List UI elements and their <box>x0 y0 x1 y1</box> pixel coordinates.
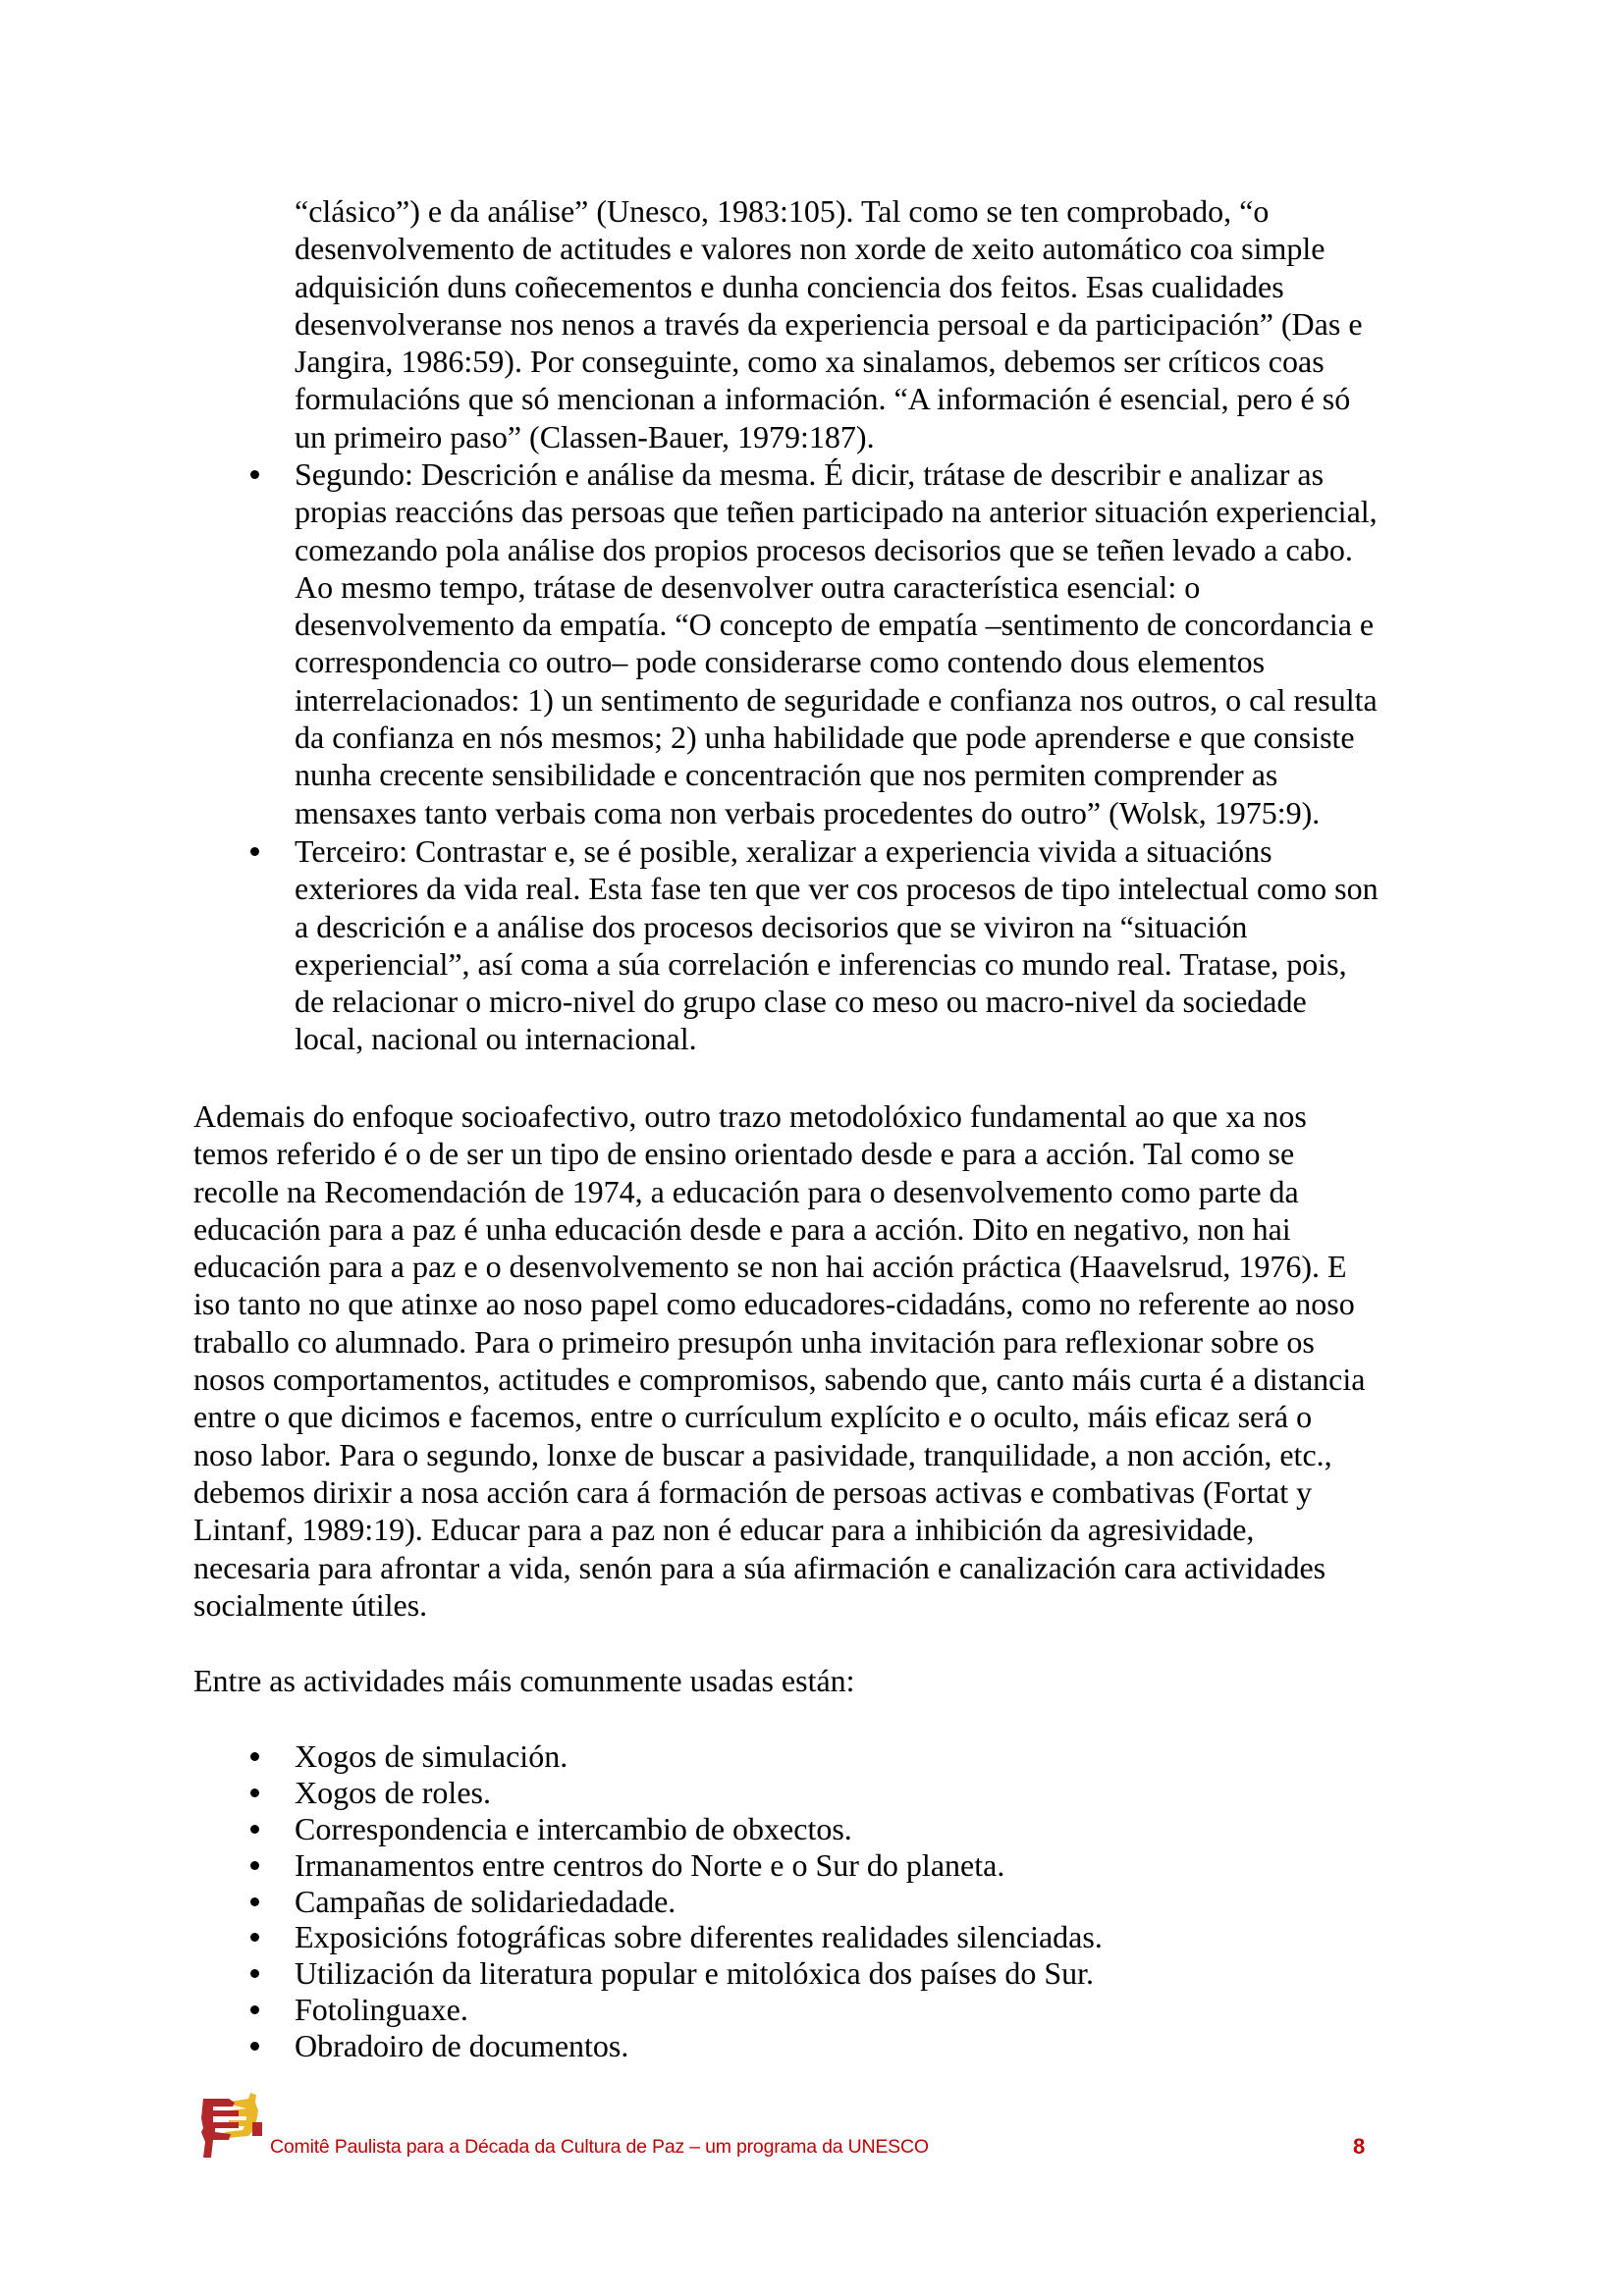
bullet-icon <box>248 1884 262 1920</box>
text-line: desenvolvemento de actitudes e valores non xorde de xeito automático coa simple <box>295 231 1325 267</box>
bullet-icon <box>248 1955 262 1992</box>
bullet-icon <box>248 1811 262 1847</box>
text-line: socialmente útiles. <box>193 1586 428 1623</box>
activity-list-item <box>295 1884 1103 1920</box>
activity-label: Exposicións fotográficas sobre diferentes realidades silenciadas. <box>295 1919 1103 1955</box>
activity-list-item <box>295 2028 1103 2064</box>
interlocking-hands-logo-icon <box>199 2093 264 2158</box>
activities-list <box>295 1738 1103 2064</box>
text-line: educación para a paz e o desenvolvemento se non hai acción práctica (Haavelsrud, 1976). E <box>193 1249 1347 1285</box>
text-line: Jangira, 1986:59). Por conseguinte, como xa sinalamos, debemos ser críticos coas <box>295 344 1325 380</box>
activity-label: Irmanamentos entre centros do Norte e o Sur do planeta. <box>295 1846 1005 1883</box>
text-line: Entre as actividades máis comunmente usadas están: <box>193 1663 855 1698</box>
text-line: nunha crecente sensibilidade e concentración que nos permiten comprender as <box>295 757 1278 793</box>
text-line: local, nacional ou internacional. <box>295 1021 697 1057</box>
text-line: traballo co alumnado. Para o primeiro presupón unha invitación para reflexionar sobre os <box>193 1323 1315 1360</box>
bullet-icon <box>248 1919 262 1955</box>
bullet-icon <box>248 1847 262 1884</box>
text-line: Lintanf, 1989:19). Educar para a paz non é educar para a inhibición da agresividade, <box>193 1512 1255 1548</box>
text-line: entre o que dicimos e facemos, entre o currículum explícito e o oculto, máis eficaz será o <box>193 1399 1313 1435</box>
continuation-block <box>295 192 1363 455</box>
activity-list-item <box>295 1738 1103 1775</box>
activity-label: Fotolinguaxe. <box>295 1992 468 2028</box>
bullet-icon <box>248 2028 262 2064</box>
text-line: Ao mesmo tempo, trátase de desenvolver outra característica esencial: o <box>295 568 1201 605</box>
text-line: Ademais do enfoque socioafectivo, outro trazo metodolóxico fundamental ao que xa nos <box>193 1098 1307 1134</box>
text-line: formulacións que só mencionan a información. “A información é esencial, pero é só <box>295 381 1351 417</box>
activity-list-item <box>295 1811 1103 1847</box>
activity-label: Xogos de roles. <box>295 1774 491 1810</box>
activity-list-item <box>295 1775 1103 1811</box>
text-line: propias reaccións das persoas que teñen participado na anterior situación experiencial, <box>295 494 1378 530</box>
text-line: desenvolveranse nos nenos a través da experiencia persoal e da participación” (Das e <box>295 305 1363 342</box>
text-line: comezando pola análise dos propios procesos decisorios que se teñen levado a cabo. <box>295 531 1353 567</box>
activity-label: Correspondencia e intercambio de obxectos. <box>295 1810 852 1846</box>
text-line: a descrición e a análise dos procesos decisorios que se viviron na “situación <box>295 908 1248 944</box>
activity-label: Obradoiro de documentos. <box>295 2028 629 2064</box>
text-line: iso tanto no que atinxe ao noso papel como educadores-cidadáns, como no referente ao noso <box>193 1286 1355 1322</box>
bullet-icon <box>248 455 262 493</box>
activity-label: Xogos de simulación. <box>295 1738 568 1774</box>
bullet-icon <box>248 1775 262 1811</box>
text-line: exteriores da vida real. Esta fase ten que ver cos procesos de tipo intelectual como son <box>295 871 1379 907</box>
activity-list-item <box>295 1847 1103 1884</box>
text-line: desenvolvemento da empatía. “O concepto de empatía –sentimento de concordancia e <box>295 607 1375 643</box>
text-line: recolle na Recomendación de 1974, a educación para o desenvolvemento como parte da <box>193 1173 1299 1209</box>
text-line: da confianza en nós mesmos; 2) unha habilidade que pode aprenderse e que consiste <box>295 720 1355 756</box>
bullet-icon <box>248 1738 262 1775</box>
paragraph-action-oriented <box>193 1097 1365 1624</box>
activity-list-item <box>295 1992 1103 2028</box>
text-line: educación para a paz é unha educación desde e para a acción. Dito en negativo, non hai <box>193 1210 1291 1247</box>
text-line: de relacionar o micro-nivel do grupo clase co meso ou macro-nivel da sociedade <box>295 984 1307 1020</box>
activity-label: Utilización da literatura popular e mitolóxica dos países do Sur. <box>295 1955 1095 1992</box>
bullet-icon <box>248 832 262 870</box>
activity-label: Campañas de solidariedadade. <box>295 1883 676 1919</box>
activity-list-item <box>295 1955 1103 1992</box>
text-line: correspondencia co outro– pode considerarse como contendo dous elementos <box>295 644 1266 680</box>
activities-intro <box>193 1662 855 1699</box>
text-line: experiencial”, así coma a súa correlación e inferencias co mundo real. Tratase, pois, <box>295 945 1347 982</box>
text-line: interrelacionados: 1) un sentimento de seguridade e confianza nos outros, o cal resulta <box>295 681 1378 718</box>
phase-list-item-terceiro <box>295 832 1379 1058</box>
text-line: adquisición duns coñecementos e dunha conciencia dos feitos. Esas cualidades <box>295 268 1284 304</box>
page-number: 8 <box>1353 2134 1366 2159</box>
text-line: “clásico”) e da análise” (Unesco, 1983:105). Tal como se ten comprobado, “o <box>295 193 1270 229</box>
text-line: necesaria para afrontar a vida, senón para a súa afirmación e canalización cara actividades <box>193 1549 1326 1585</box>
text-line: Segundo: Descrición e análise da mesma. É dicir, trátase de describir e analizar as <box>295 456 1325 492</box>
text-line: mensaxes tanto verbais coma non verbais procedentes do outro” (Wolsk, 1975:9). <box>295 794 1321 830</box>
bullet-icon <box>248 1992 262 2028</box>
text-line: temos referido é o de ser un tipo de ensino orientado desde e para a acción. Tal como se <box>193 1136 1295 1172</box>
text-line: Terceiro: Contrastar e, se é posible, xeralizar a experiencia vivida a situacións <box>295 833 1272 869</box>
phase-list-item-segundo <box>295 455 1378 831</box>
text-line: un primeiro paso” (Classen-Bauer, 1979:187). <box>295 418 875 454</box>
text-line: nosos comportamentos, actitudes e compromisos, sabendo que, canto máis curta é a distancia <box>193 1362 1366 1398</box>
text-line: noso labor. Para o segundo, lonxe de buscar a pasividade, tranquilidade, a non acción, etc., <box>193 1436 1332 1472</box>
footer-organization-text: Comitê Paulista para a Década da Cultura de Paz – um programa da UNESCO <box>270 2136 929 2158</box>
activity-list-item <box>295 1919 1103 1955</box>
text-line: debemos dirixir a nosa acción cara á formación de persoas activas e combativas (Fortat y <box>193 1473 1313 1510</box>
